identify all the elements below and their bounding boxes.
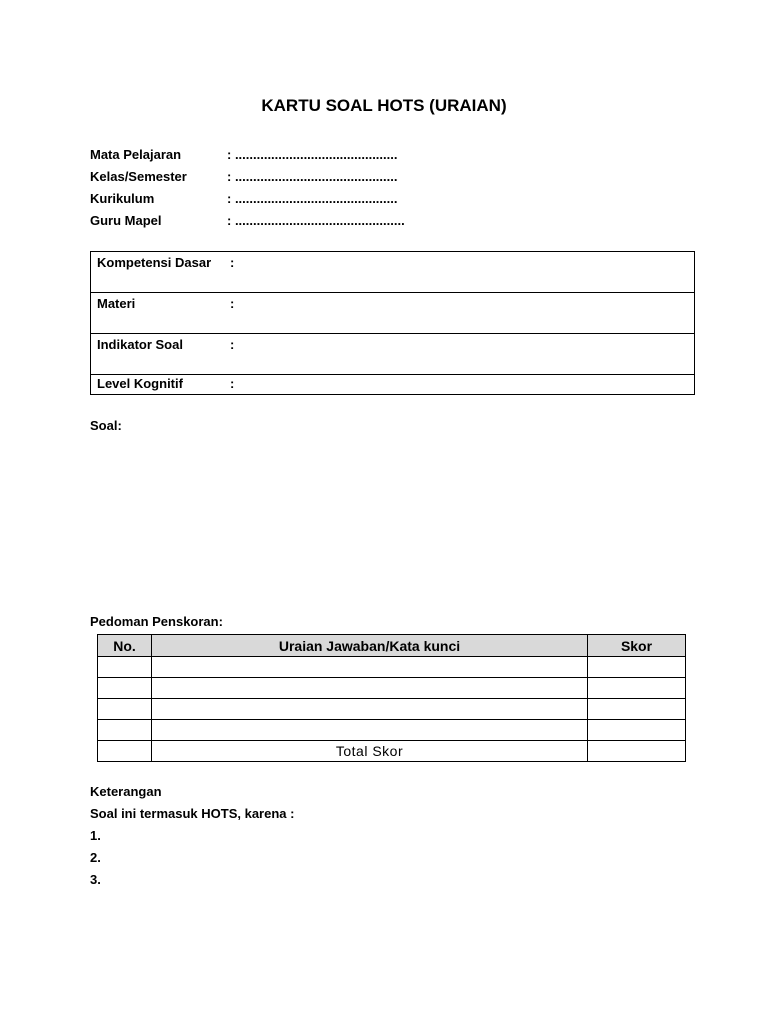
cell-uraian[interactable]	[152, 699, 588, 720]
notes-intro: Soal ini termasuk HOTS, karena :	[90, 806, 295, 821]
total-row	[98, 741, 686, 762]
total-skor-value[interactable]	[588, 741, 686, 762]
competency-box	[90, 251, 695, 395]
header-skor: Skor	[588, 635, 686, 657]
page-title: KARTU SOAL HOTS (URAIAN)	[261, 96, 507, 115]
info-row-kelas-semester	[90, 166, 470, 188]
pedoman-label: Pedoman Penskoran:	[90, 614, 223, 629]
header-uraian: Uraian Jawaban/Kata kunci	[152, 635, 588, 657]
info-value: : ...............................................	[227, 213, 405, 228]
notes-item: 1.	[90, 828, 101, 843]
table-row	[98, 720, 686, 741]
info-row-guru-mapel	[90, 210, 470, 232]
table-row	[98, 678, 686, 699]
header-no: No.	[98, 635, 152, 657]
info-label: Guru Mapel	[90, 213, 162, 228]
scoring-table	[97, 634, 686, 762]
materi-label: Materi	[97, 296, 136, 311]
materi-row[interactable]	[91, 293, 694, 334]
soal-label: Soal:	[90, 418, 122, 433]
colon: :	[230, 255, 235, 270]
cell-no[interactable]	[98, 657, 152, 678]
colon: :	[230, 337, 235, 352]
identity-section	[90, 144, 470, 232]
info-value: : .............................................	[227, 147, 398, 162]
kompetensi-dasar-label: Kompetensi Dasar	[97, 255, 212, 270]
indikator-soal-row[interactable]	[91, 334, 694, 375]
info-label: Kurikulum	[90, 191, 155, 206]
indikator-soal-label: Indikator Soal	[97, 337, 183, 352]
table-row	[98, 699, 686, 720]
info-value: : .............................................	[227, 191, 398, 206]
cell-no[interactable]	[98, 720, 152, 741]
cell-skor[interactable]	[588, 720, 686, 741]
colon: :	[230, 296, 235, 311]
info-value: : .............................................	[227, 169, 398, 184]
cell-skor[interactable]	[588, 657, 686, 678]
cell-uraian[interactable]	[152, 720, 588, 741]
total-skor-label: Total Skor	[152, 741, 588, 762]
info-row-kurikulum	[90, 188, 470, 210]
cell-skor[interactable]	[588, 678, 686, 699]
table-row	[98, 657, 686, 678]
cell-uraian[interactable]	[152, 657, 588, 678]
table-header-row	[98, 635, 686, 657]
level-kognitif-row[interactable]	[91, 375, 694, 395]
cell-no[interactable]	[98, 678, 152, 699]
notes-heading: Keterangan	[90, 784, 162, 799]
notes-item: 2.	[90, 850, 101, 865]
cell-uraian[interactable]	[152, 678, 588, 699]
info-label: Mata Pelajaran	[90, 147, 182, 162]
notes-section	[90, 781, 294, 891]
cell-no[interactable]	[98, 699, 152, 720]
notes-item: 3.	[90, 872, 101, 887]
cell-no[interactable]	[98, 741, 152, 762]
level-kognitif-label: Level Kognitif	[97, 376, 183, 391]
kompetensi-dasar-row[interactable]	[91, 252, 694, 293]
cell-skor[interactable]	[588, 699, 686, 720]
info-label: Kelas/Semester	[90, 169, 187, 184]
info-row-mata-pelajaran	[90, 144, 470, 166]
colon: :	[230, 376, 235, 391]
